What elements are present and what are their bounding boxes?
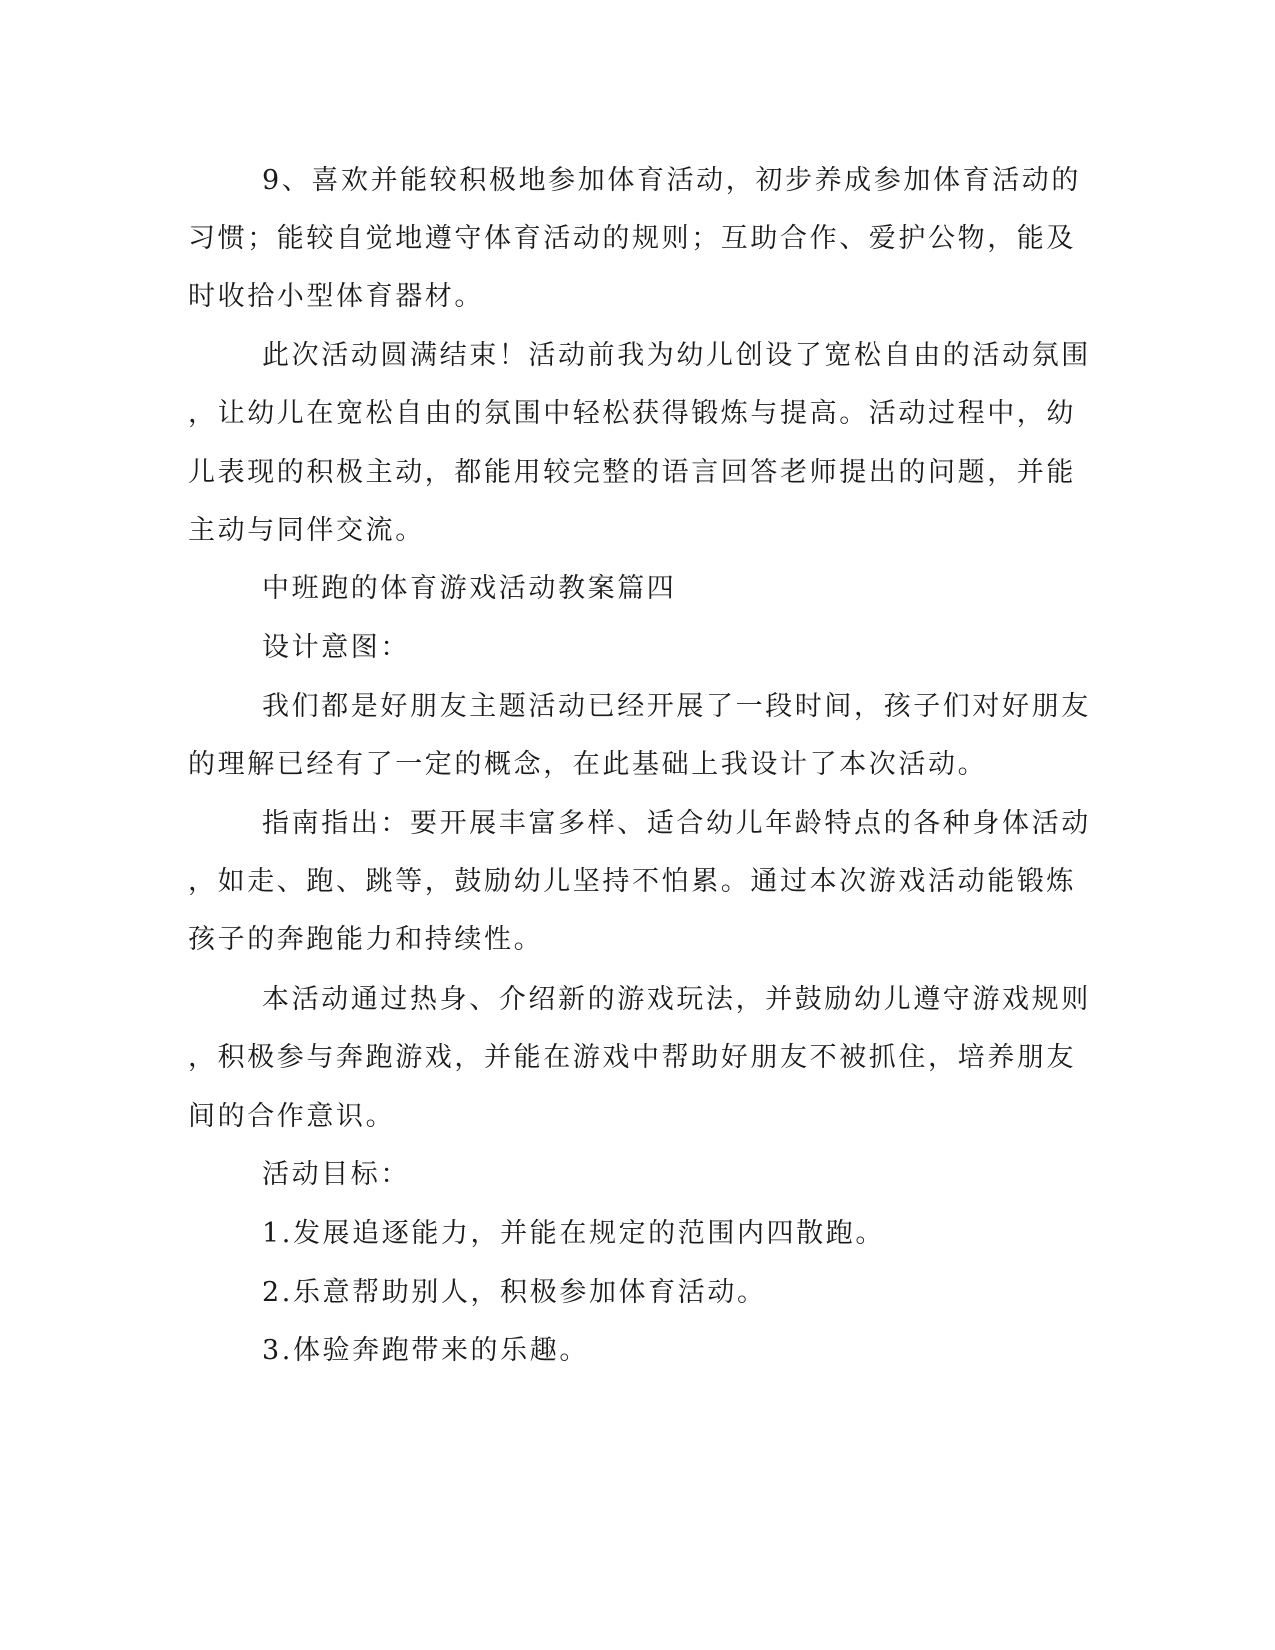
summary-line-4: 主动与同伴交流。 — [188, 515, 425, 546]
goal-item-1: 1.发展追逐能力，并能在规定的范围内四散跑。 — [262, 1218, 885, 1249]
design-intent-heading: 设计意图： — [262, 632, 410, 663]
summary-line-3: 儿表现的积极主动，都能用较完整的语言回答老师提出的问题，并能 — [188, 457, 1076, 488]
activity-desc-line-1: 本活动通过热身、介绍新的游戏玩法，并鼓励幼儿遵守游戏规则 — [262, 984, 1091, 1015]
activity-desc-line-2: ，积极参与奔跑游戏，并能在游戏中帮助好朋友不被抓住，培养朋友 — [188, 1042, 1076, 1073]
guideline-line-3: 孩子的奔跑能力和持续性。 — [188, 924, 544, 955]
paragraph-9-line-1: 9、喜欢并能较积极地参加体育活动，初步养成参加体育活动的 — [262, 165, 1081, 196]
goals-heading: 活动目标： — [262, 1159, 410, 1190]
guideline-line-2: ，如走、跑、跳等，鼓励幼儿坚持不怕累。通过本次游戏活动能锻炼 — [188, 866, 1076, 897]
goal-item-3: 3.体验奔跑带来的乐趣。 — [262, 1335, 589, 1366]
paragraph-9-line-3: 时收拾小型体育器材。 — [188, 281, 484, 312]
section-heading: 中班跑的体育游戏活动教案篇四 — [262, 573, 677, 604]
activity-desc-line-3: 间的合作意识。 — [188, 1101, 396, 1132]
goal-item-2: 2.乐意帮助别人，积极参加体育活动。 — [262, 1277, 767, 1308]
design-intent-line-2: 的理解已经有了一定的概念，在此基础上我设计了本次活动。 — [188, 749, 988, 780]
guideline-line-1: 指南指出：要开展丰富多样、适合幼儿年龄特点的各种身体活动 — [262, 808, 1091, 839]
summary-line-1: 此次活动圆满结束！活动前我为幼儿创设了宽松自由的活动氛围 — [262, 340, 1091, 371]
paragraph-9-line-2: 习惯；能较自觉地遵守体育活动的规则；互助合作、爱护公物，能及 — [188, 223, 1076, 254]
summary-line-2: ，让幼儿在宽松自由的氛围中轻松获得锻炼与提高。活动过程中，幼 — [188, 398, 1076, 429]
design-intent-line-1: 我们都是好朋友主题活动已经开展了一段时间，孩子们对好朋友 — [262, 691, 1091, 722]
